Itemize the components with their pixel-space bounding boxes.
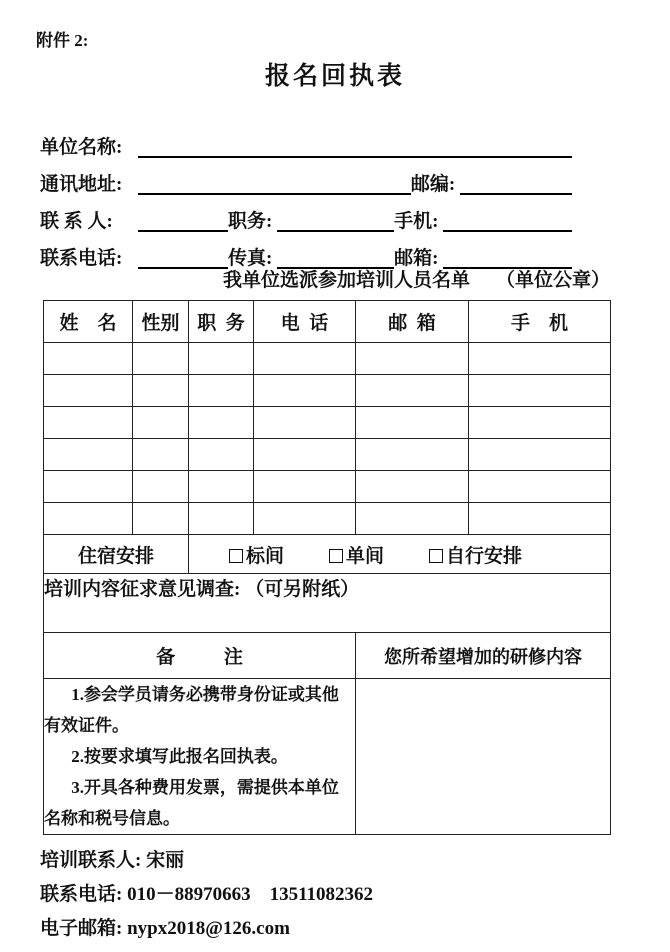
footer-contact-block <box>40 850 373 952</box>
roster-empty-row <box>44 407 611 439</box>
accommodation-options-cell <box>189 535 611 574</box>
empty-cell <box>356 407 469 439</box>
roster-empty-row <box>44 503 611 535</box>
empty-cell <box>189 471 254 503</box>
page-title: 报名回执表 <box>264 63 405 90</box>
checkbox-icon <box>429 549 443 563</box>
roster-empty-row <box>44 471 611 503</box>
empty-cell <box>44 343 133 375</box>
empty-cell <box>189 343 254 375</box>
position-blank-line <box>277 208 394 232</box>
empty-cell <box>133 407 189 439</box>
note-item: 1.参会学员请务必携带身份证或其他有效证件。 <box>44 685 339 735</box>
empty-cell <box>44 471 133 503</box>
form-row-unit-name <box>40 124 572 161</box>
empty-cell <box>254 407 356 439</box>
remark-header: 备 注 <box>44 633 356 679</box>
empty-cell <box>356 439 469 471</box>
empty-cell <box>356 503 469 535</box>
accommodation-option-single: 单间 <box>329 541 384 568</box>
contact-person-blank-line <box>138 208 228 232</box>
postcode-label: 邮编: <box>410 174 460 196</box>
empty-cell <box>254 343 356 375</box>
col-header-phone: 电 话 <box>254 301 356 343</box>
mail-label: 邮箱: <box>394 248 444 270</box>
roster-empty-rows <box>44 343 611 535</box>
phone-label: 联系电话: <box>40 248 128 270</box>
col-header-email: 邮 箱 <box>356 301 469 343</box>
unit-name-blank-line <box>138 134 572 158</box>
checkbox-icon <box>229 549 243 563</box>
empty-cell <box>44 503 133 535</box>
roster-empty-row <box>44 343 611 375</box>
wish-body-cell <box>356 679 611 835</box>
contact-phone-line: 联系电话: 010－88970663 13511082362 <box>40 884 374 905</box>
empty-cell <box>469 375 611 407</box>
note-item: 3.开具各种费用发票，需提供本单位名称和税号信息。 <box>44 778 339 828</box>
roster-empty-row <box>44 375 611 407</box>
form-row-contact <box>40 198 572 235</box>
accommodation-option-self: 自行安排 <box>429 541 522 568</box>
empty-cell <box>469 439 611 471</box>
accommodation-option-standard: 标间 <box>229 541 284 568</box>
empty-cell <box>469 503 611 535</box>
wish-header: 您所希望增加的研修内容 <box>356 633 611 679</box>
empty-cell <box>133 343 189 375</box>
fax-label: 传真: <box>228 248 278 270</box>
empty-cell <box>44 439 133 471</box>
roster-empty-row <box>44 439 611 471</box>
roster-caption-row <box>43 265 610 292</box>
empty-cell <box>133 375 189 407</box>
empty-cell <box>254 439 356 471</box>
position-label: 职务: <box>228 211 278 233</box>
empty-cell <box>189 375 254 407</box>
empty-cell <box>356 375 469 407</box>
empty-cell <box>44 375 133 407</box>
contact-person-label: 联 系 人: <box>40 211 118 233</box>
empty-cell <box>133 439 189 471</box>
seal-note: （单位公章） <box>495 270 610 291</box>
empty-cell <box>356 471 469 503</box>
roster-table <box>43 300 611 835</box>
mobile-label: 手机: <box>394 211 444 233</box>
empty-cell <box>133 503 189 535</box>
survey-label: 培训内容征求意见调查: （可另附纸） <box>44 574 611 633</box>
empty-cell <box>254 471 356 503</box>
empty-cell <box>469 471 611 503</box>
remark-body-row <box>44 679 611 835</box>
col-header-name: 姓 名 <box>44 301 133 343</box>
empty-cell <box>189 439 254 471</box>
form-header-block <box>40 124 572 272</box>
training-contact-line: 培训联系人: 宋丽 <box>40 850 185 871</box>
postcode-blank-line <box>460 171 572 195</box>
accommodation-label: 住宿安排 <box>44 535 189 574</box>
roster-header-row <box>44 301 611 343</box>
empty-cell <box>254 503 356 535</box>
address-label: 通讯地址: <box>40 174 128 196</box>
empty-cell <box>189 503 254 535</box>
note-item: 2.按要求填写此报名回执表。 <box>71 747 288 766</box>
empty-cell <box>469 343 611 375</box>
roster-caption: 我单位选派参加培训人员名单 <box>223 270 471 291</box>
attachment-label: 附件 2: <box>36 31 89 50</box>
checkbox-icon <box>329 549 343 563</box>
survey-row <box>44 574 611 633</box>
empty-cell <box>44 407 133 439</box>
unit-name-label: 单位名称: <box>40 137 128 159</box>
contact-email-line: 电子邮箱: nypx2018@126.com <box>40 918 290 939</box>
empty-cell <box>356 343 469 375</box>
remark-notes <box>44 679 356 835</box>
col-header-position: 职 务 <box>189 301 254 343</box>
empty-cell <box>469 407 611 439</box>
form-row-address <box>40 161 572 198</box>
empty-cell <box>189 407 254 439</box>
col-header-gender: 性别 <box>133 301 189 343</box>
address-blank-line <box>138 171 411 195</box>
remark-header-row <box>44 633 611 679</box>
empty-cell <box>133 471 189 503</box>
empty-cell <box>254 375 356 407</box>
accommodation-row <box>44 535 611 574</box>
col-header-mobile: 手 机 <box>469 301 611 343</box>
mobile-blank-line <box>443 208 572 232</box>
